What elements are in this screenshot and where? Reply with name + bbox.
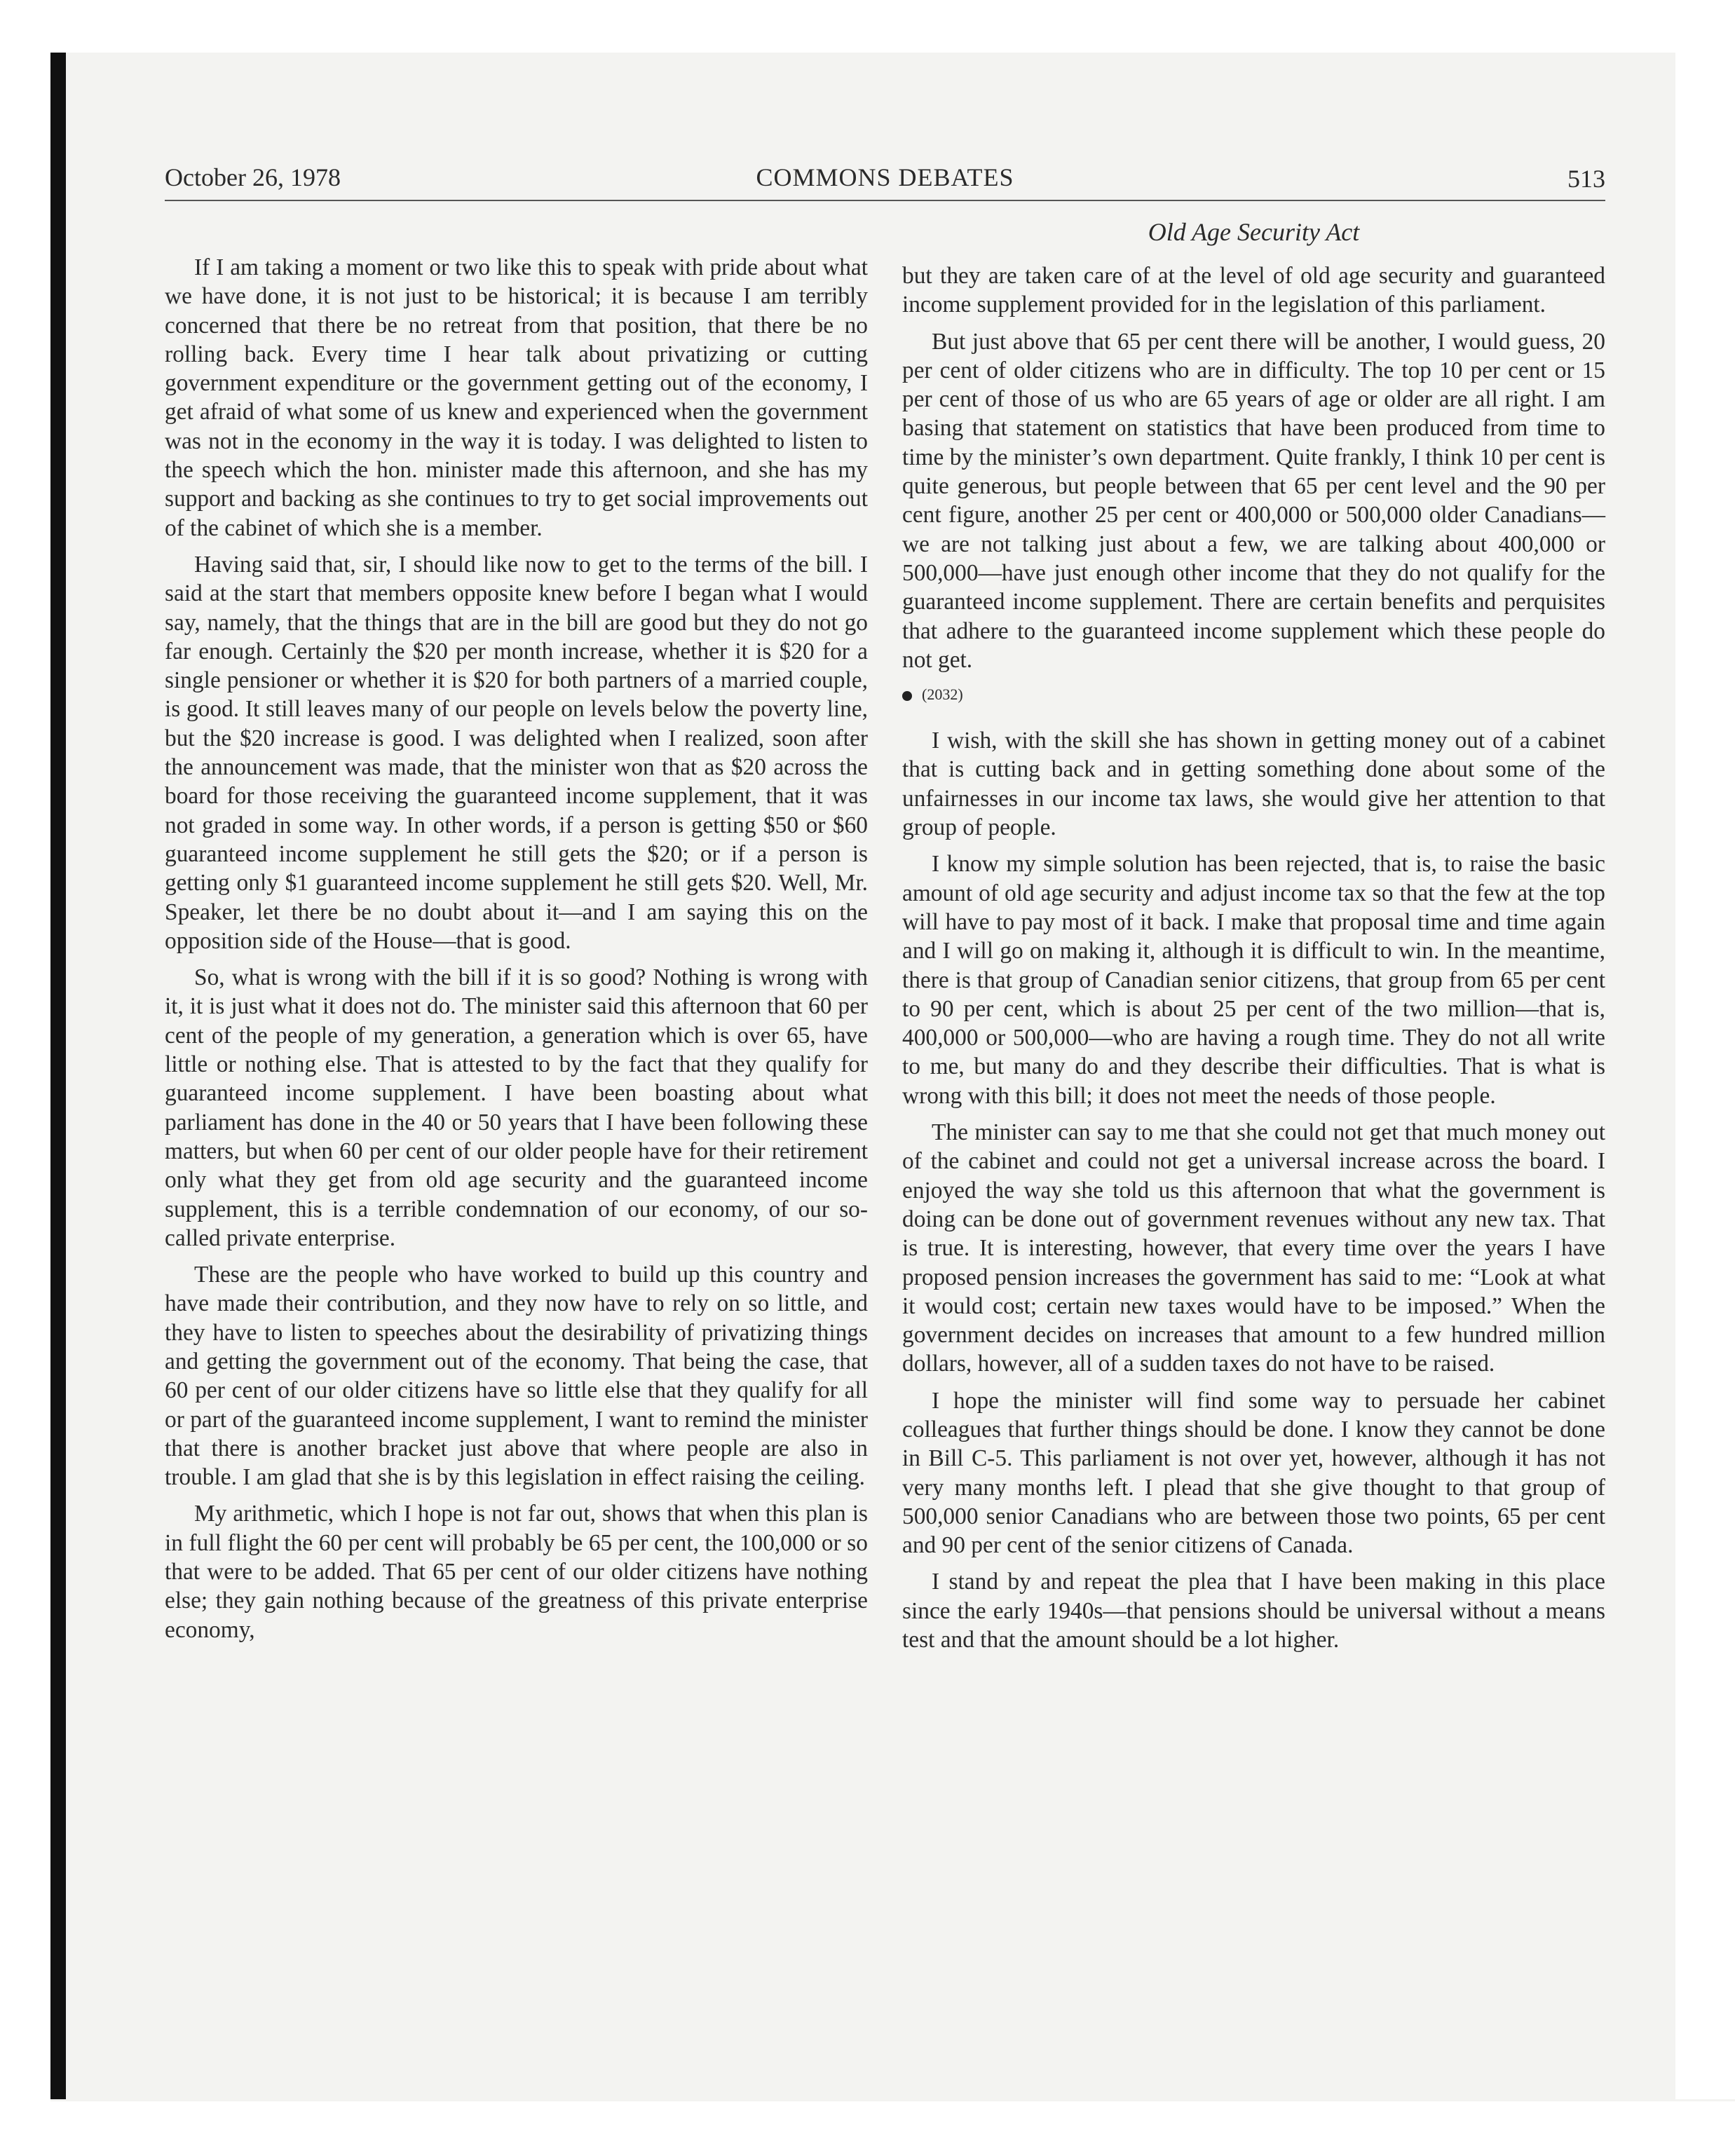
- bullet-icon: [902, 691, 912, 701]
- scan-border-top: [0, 0, 1735, 53]
- paragraph: These are the people who have worked to build up this country and have made their contribution, and they now have to rely on so little, and they have to listen to speeches about the desirability of privatizing things and getting the government out of the economy. That being the case, that 60 per cent of our older citizens have so little else that they qualify for all or part of the guaranteed income supplement, I want to remind the minister that there is another bracket just above that where people are also in trouble. I am glad that she is by this legislation in effect raising the ceiling.: [165, 1262, 868, 1491]
- page-header: [165, 163, 1605, 201]
- paragraph: My arithmetic, which I hope is not far out, shows that when this plan is in full flight the 60 per cent will probably be 65 per cent, the 100,000 or so that were to be added. That 65 per cent of our older citizens have nothing else; they gain nothing because of the greatness of this private enterprise economy,: [165, 1501, 868, 1643]
- paragraph: Having said that, sir, I should like now to get to the terms of the bill. I said at the start that members opposite knew before I began what I would say, namely, that the things that are in the bill are good but they do not go far enough. Certainly the $20 per month increase, whether it is $20 for a single pensioner or whether it is $20 for both partners of a married couple, is good. It still leaves many of our people on levels below the poverty line, but the $20 increase is good. I was delighted when I realized, soon after the announcement was made, that the minister won that as $20 across the board for those receiving the guaranteed income supplement, that it was not graded in some way. In other words, if a person is getting $50 or $60 guaranteed income supplement he still gets the $20; or if a person is getting only $1 guaranteed income supplement he still gets $20. Well, Mr. Speaker, let there be no doubt about it—and I am saying this on the opposition side of the House—that is good.: [165, 551, 868, 954]
- scan-binding-shadow: [50, 53, 66, 2099]
- scan-border-bottom: [0, 2101, 1735, 2156]
- paragraph: But just above that 65 per cent there will be another, I would guess, 20 per cent of older citizens who are in difficulty. The top 10 per cent or 15 per cent of those of us who are 65 years of age or older are all right. I am basing that statement on statistics that have been produced from time to time by the minister’s own department. Quite frankly, I think 10 per cent is quite generous, but people between that 65 per cent level and the 90 per cent figure, another 25 per cent or 400,000 or 500,000 older Canadians—we are not talking just about a few, we are talking about 400,000 or 500,000—have just enough other income that they do not qualify for the guaranteed income supplement. There are certain benefits and perquisites that adhere to the guaranteed income supplement which these people do not get.: [902, 328, 1605, 673]
- page-number: 513: [1567, 165, 1605, 193]
- header-date: October 26, 1978: [165, 163, 341, 191]
- paragraph: I wish, with the skill she has shown in getting money out of a cabinet that is cutting back and in getting something done about some of the unfairnesses in our income tax laws, she would give her attention to that group of people.: [902, 728, 1605, 841]
- paragraph: If I am taking a moment or two like this to speak with pride about what we have done, it is not just to be historical; it is because I am terribly concerned that there be no retreat from that position, that there be no rolling back. Every time I hear talk about privatizing or cutting government expenditure or the government getting out of the economy, I get afraid of what some of us knew and experienced when the government was not in the economy in the way it is today. I was delighted to listen to the speech which the hon. minister made this afternoon, and she has my support and backing as she continues to try to get social improvements out of the cabinet of which she is a member.: [165, 254, 868, 541]
- time-marker: [902, 684, 1605, 705]
- scan-border-right: [1675, 53, 1735, 2099]
- time-marker-label: (2032): [922, 685, 963, 704]
- paragraph: I stand by and repeat the plea that I have been making in this place since the early 1940s—that pensions should be universal without a means test and that the amount should be a lot higher.: [902, 1569, 1605, 1653]
- header-title: COMMONS DEBATES: [756, 163, 1014, 191]
- paragraph: I hope the minister will find some way to persuade her cabinet colleagues that further things should be done. I know they cannot be done in Bill C-5. This parliament is not over yet, however, although it has not very many months left. I plead that she give thought to that group of 500,000 senior Canadians who are between those two points, 65 per cent and 90 per cent of the senior citizens of Canada.: [902, 1387, 1605, 1559]
- header-rule: [165, 200, 1605, 201]
- paragraph: but they are taken care of at the level of old age security and guaranteed income supplement provided for in the legislation of this parliament.: [902, 263, 1605, 318]
- left-column: [165, 253, 868, 1652]
- paragraph: I know my simple solution has been rejected, that is, to raise the basic amount of old age security and adjust income tax so that the few at the top will have to pay most of it back. I make that proposal time and time again and I will go on making it, although it is difficult to win. In the meantime, there is that group of Canadian senior citizens, that group from 65 per cent to 90 per cent, which is about 25 per cent of the two million—that is, 400,000 or 500,000—who are having a rough time. They do not all write to me, but many do and they describe their difficulties. That is what is wrong with this bill; it does not meet the needs of those people.: [902, 851, 1605, 1109]
- scan-border-left: [0, 0, 50, 2156]
- right-column: [902, 261, 1605, 1662]
- section-title: Old Age Security Act: [1148, 218, 1360, 246]
- paragraph: So, what is wrong with the bill if it is so good? Nothing is wrong with it, it is just what it does not do. The minister said this afternoon that 60 per cent of the people of my generation, a generation which is over 65, have little or nothing else. That is attested to by the fact that they qualify for guaranteed income supplement. I have been boasting about what parliament has done in the 40 or 50 years that I have been following these matters, but when 60 per cent of our older people have for their retirement only what they get from old age security and the guaranteed income supplement, this is a terrible condemnation of our economy, of our so-called private enterprise.: [165, 964, 868, 1251]
- paragraph: The minister can say to me that she could not get that much money out of the cabinet and could not get a universal increase across the board. I enjoyed the way she told us this afternoon that what the government is doing can be done out of government revenues without any new tax. That is true. It is interesting, however, that every time over the years I have proposed pension increases the government has said to me: “Look at what it would cost; certain new taxes would have to be imposed.” When the government decides on increases that amount to a few hundred million dollars, however, all of a sudden taxes do not have to be raised.: [902, 1119, 1605, 1377]
